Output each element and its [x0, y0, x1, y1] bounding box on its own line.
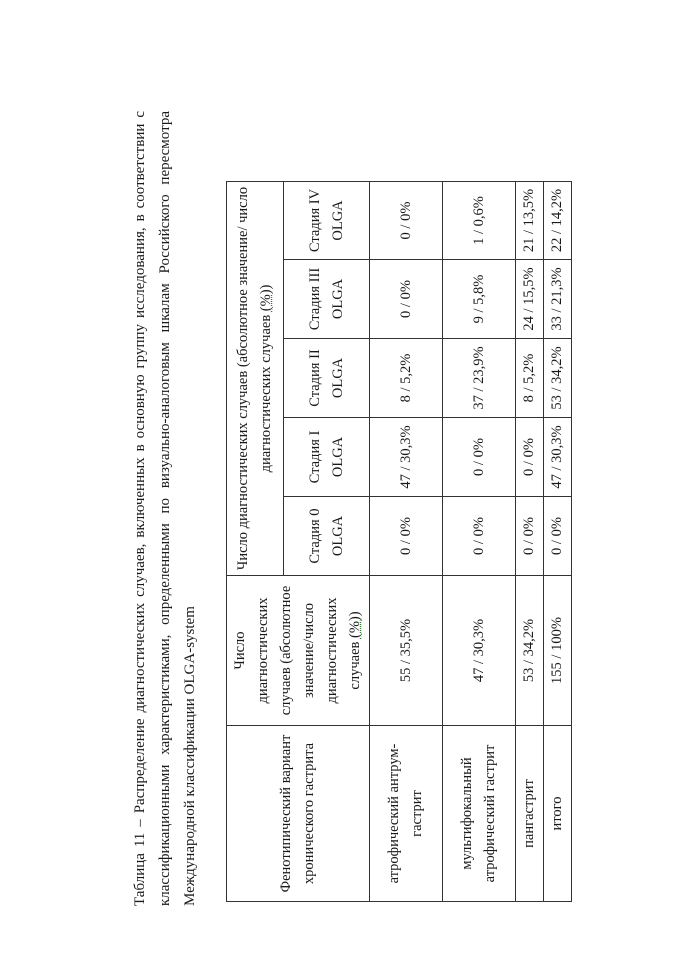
stage-2-label: Стадия II [306, 349, 323, 407]
row-stage-4: 21 / 13,5% [516, 182, 544, 260]
row-stage-2: 53 / 34,2% [544, 339, 572, 418]
row-stage-4: 0 / 0% [370, 182, 443, 260]
header-stage-4 [284, 182, 370, 260]
data-table [226, 181, 572, 902]
header-total-text: Число диагностических случаев (абсолютное значение/число диагностических случаев [232, 585, 363, 716]
header-stage-1 [284, 418, 370, 497]
row-stage-3: 33 / 21,3% [544, 260, 572, 339]
row-stage-2: 8 / 5,2% [516, 339, 544, 418]
row-stage-1: 0 / 0% [443, 418, 516, 497]
caption-line-2: классификационными характеристиками, определенными по визуально-аналоговым шкалам Российского пересмотра [157, 111, 173, 906]
caption-line-3: Международной классификации OLGA-system [182, 606, 198, 906]
row-stage-2: 8 / 5,2% [370, 339, 443, 418]
header-row-1 [227, 182, 284, 902]
stage-2-system: OLGA [329, 357, 346, 399]
row-stage-3: 0 / 0% [370, 260, 443, 339]
stage-3-label: Стадия III [306, 267, 323, 331]
row-name: атрофический антрум-гастрит [370, 726, 443, 902]
row-total: 55 / 35,5% [370, 576, 443, 726]
row-stage-2: 37 / 23,9% [443, 339, 516, 418]
table-row [443, 182, 516, 902]
row-total: 53 / 34,2% [516, 576, 544, 726]
header-total-cases [227, 576, 370, 726]
header-total-close: ) [347, 611, 363, 617]
stage-3-system: OLGA [329, 278, 346, 320]
header-group-text: Число диагностических случаев (абсолютное значение/ число диагностических случаев [235, 186, 274, 571]
row-stage-0: 0 / 0% [544, 497, 572, 576]
table-caption [128, 111, 203, 906]
row-stage-0: 0 / 0% [516, 497, 544, 576]
table-row [370, 182, 443, 902]
stage-0-system: OLGA [329, 515, 346, 557]
row-stage-4: 1 / 0,6% [443, 182, 516, 260]
header-total-mark: (%) [347, 616, 363, 639]
header-phenotype [227, 726, 370, 902]
header-stage-2 [284, 339, 370, 418]
stage-0-label: Стадия 0 [306, 508, 323, 564]
row-total: 155 / 100% [544, 576, 572, 726]
stage-4-system: OLGA [329, 200, 346, 241]
row-stage-4: 22 / 14,2% [544, 182, 572, 260]
row-stage-1: 47 / 30,3% [544, 418, 572, 497]
stage-4-label: Стадия IV [306, 188, 323, 253]
row-stage-0: 0 / 0% [370, 497, 443, 576]
header-stage-3 [284, 260, 370, 339]
stage-1-system: OLGA [329, 436, 346, 478]
row-stage-3: 9 / 5,8% [443, 260, 516, 339]
stage-1-label: Стадия I [306, 430, 323, 484]
table-row [516, 182, 544, 902]
row-stage-0: 0 / 0% [443, 497, 516, 576]
caption-line-1: Таблица 11 – Распределение диагностических случаев, включенных в основную группу исследования, в соответствии с [132, 111, 148, 906]
row-name: мультифокальный атрофический гастрит [443, 726, 516, 902]
header-group-close: ) [258, 284, 274, 290]
header-phenotype-text: Фенотипический вариант хронического гастрита [278, 734, 317, 893]
row-name: итого [544, 726, 572, 902]
table-row [544, 182, 572, 902]
row-name: пангастрит [516, 726, 544, 902]
row-stage-1: 0 / 0% [516, 418, 544, 497]
row-stage-3: 24 / 15,5% [516, 260, 544, 339]
header-group-mark: (%) [258, 289, 274, 312]
row-stage-1: 47 / 30,3% [370, 418, 443, 497]
header-stage-group [227, 182, 284, 576]
header-stage-0 [284, 497, 370, 576]
row-total: 47 / 30,3% [443, 576, 516, 726]
